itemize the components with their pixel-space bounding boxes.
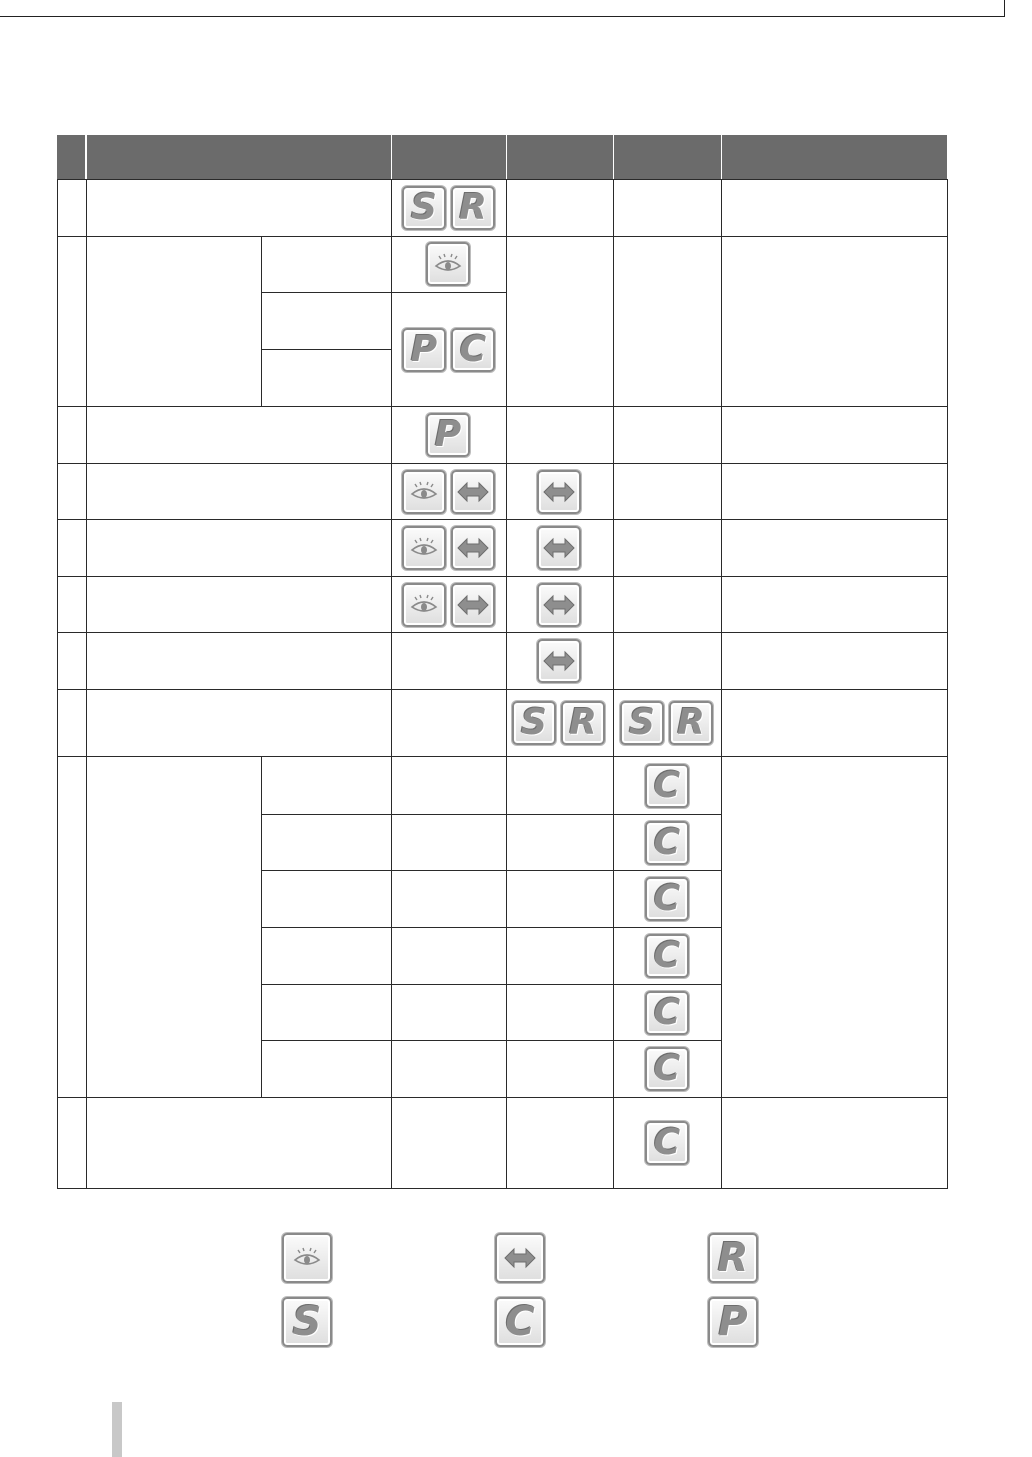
letter-s-icon xyxy=(512,701,556,745)
table-column-rule xyxy=(86,179,87,1189)
letter-c-icon xyxy=(645,991,689,1035)
table-rule xyxy=(57,463,948,464)
letter-c-icon xyxy=(645,821,689,865)
table-rule xyxy=(57,406,948,407)
table-header-cell xyxy=(722,135,947,179)
eye-icon xyxy=(426,242,470,286)
table-column-rule xyxy=(57,179,58,1189)
letter-c-icon xyxy=(645,934,689,978)
letter-r-icon-glyph: R xyxy=(459,187,487,228)
letter-r-icon xyxy=(708,1233,758,1283)
letter-c-icon-glyph: C xyxy=(653,822,681,863)
double-arrow-icon xyxy=(451,583,495,627)
letter-r-icon xyxy=(561,701,605,745)
double-arrow-icon xyxy=(537,526,581,570)
crop-mark-horizontal xyxy=(0,16,1005,17)
letter-r-icon xyxy=(669,701,713,745)
table-column-rule xyxy=(506,179,507,1189)
letter-s-icon xyxy=(282,1297,332,1347)
letter-s-icon xyxy=(620,701,664,745)
table-rule xyxy=(57,1188,948,1189)
letter-c-icon-glyph: C xyxy=(653,878,681,919)
table-header-cell xyxy=(614,135,721,179)
letter-c-icon xyxy=(645,877,689,921)
letter-r-icon-glyph: R xyxy=(717,1235,749,1281)
table-column-rule xyxy=(721,179,722,1189)
double-arrow-icon xyxy=(451,526,495,570)
table-column-rule xyxy=(947,179,948,1189)
table-rule xyxy=(57,1097,948,1098)
table-rule xyxy=(261,292,507,293)
letter-s-icon-glyph: S xyxy=(521,702,547,743)
crop-mark-vertical xyxy=(1004,0,1005,17)
table-rule xyxy=(261,349,392,350)
table-rule xyxy=(261,1040,722,1041)
letter-r-icon-glyph: R xyxy=(569,702,597,743)
letter-c-icon-glyph: C xyxy=(459,329,487,370)
letter-c-icon xyxy=(645,764,689,808)
letter-r-icon xyxy=(451,186,495,230)
table-rule xyxy=(57,519,948,520)
table-column-rule xyxy=(391,179,392,1189)
double-arrow-icon xyxy=(537,470,581,514)
letter-p-icon-glyph: P xyxy=(718,1299,748,1345)
table-rule xyxy=(261,984,722,985)
table-rule xyxy=(57,236,948,237)
letter-p-icon-glyph: P xyxy=(434,414,462,455)
double-arrow-icon xyxy=(537,583,581,627)
double-arrow-icon xyxy=(495,1233,545,1283)
table-rule xyxy=(57,689,948,690)
letter-c-icon xyxy=(451,328,495,372)
table-rule xyxy=(57,179,948,180)
letter-c-icon-glyph: C xyxy=(653,1122,681,1163)
table-column-rule xyxy=(261,236,262,407)
double-arrow-icon xyxy=(451,470,495,514)
letter-s-icon-glyph: S xyxy=(629,702,655,743)
letter-r-icon-glyph: R xyxy=(677,702,705,743)
letter-c-icon xyxy=(645,1121,689,1165)
letter-c-icon-glyph: C xyxy=(653,1048,681,1089)
table-header-cell xyxy=(57,135,85,179)
table-rule xyxy=(57,576,948,577)
letter-c-icon-glyph: C xyxy=(653,935,681,976)
letter-p-icon xyxy=(708,1297,758,1347)
table-rule xyxy=(57,756,948,757)
letter-p-icon xyxy=(402,328,446,372)
table-header-cell xyxy=(87,135,391,179)
page-side-bar xyxy=(112,1402,122,1457)
table-rule xyxy=(57,632,948,633)
letter-s-icon xyxy=(402,186,446,230)
letter-c-icon-glyph: C xyxy=(505,1299,535,1345)
letter-s-icon-glyph: S xyxy=(292,1299,322,1345)
table-rule xyxy=(261,814,722,815)
eye-icon xyxy=(282,1233,332,1283)
table-rule xyxy=(261,927,722,928)
letter-s-icon-glyph: S xyxy=(411,187,437,228)
table-column-rule xyxy=(613,179,614,1189)
letter-c-icon-glyph: C xyxy=(653,765,681,806)
letter-c-icon xyxy=(495,1297,545,1347)
letter-c-icon-glyph: C xyxy=(653,992,681,1033)
eye-icon xyxy=(402,526,446,570)
table-header-cell xyxy=(392,135,506,179)
table-column-rule xyxy=(261,756,262,1098)
letter-p-icon xyxy=(426,413,470,457)
letter-p-icon-glyph: P xyxy=(410,329,438,370)
table-rule xyxy=(261,870,722,871)
table-header-cell xyxy=(507,135,613,179)
letter-c-icon xyxy=(645,1047,689,1091)
eye-icon xyxy=(402,470,446,514)
eye-icon xyxy=(402,583,446,627)
double-arrow-icon xyxy=(537,639,581,683)
